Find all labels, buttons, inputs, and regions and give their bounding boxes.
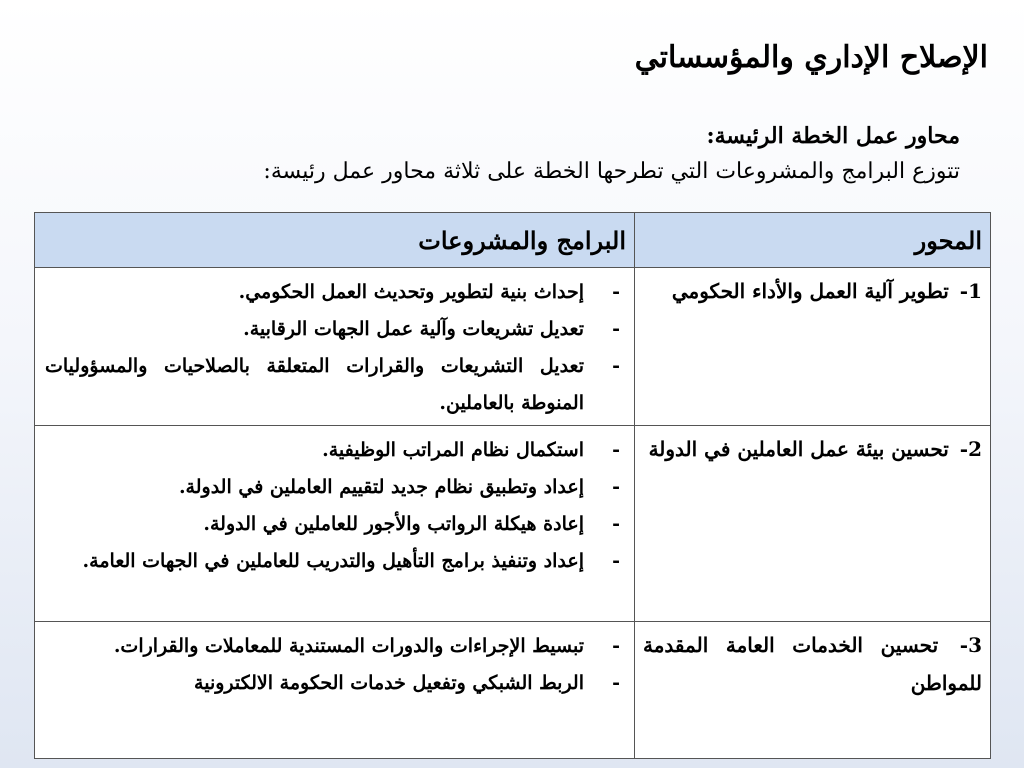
bullet-dash: - — [612, 672, 620, 694]
list-item — [45, 543, 624, 580]
bullet-dash: - — [612, 513, 620, 535]
list-item — [45, 348, 624, 422]
list-item — [45, 469, 624, 506]
programs-list — [45, 432, 624, 580]
axes-table — [34, 212, 991, 759]
axis-title: تطوير آلية العمل والأداء الحكومي — [671, 279, 949, 303]
intro-block — [40, 118, 960, 190]
program-text: تعديل تشريعات وآلية عمل الجهات الرقابية. — [243, 318, 584, 340]
list-item — [45, 432, 624, 469]
table-row — [35, 426, 991, 622]
programs-cell — [35, 426, 635, 622]
axis-cell — [635, 268, 991, 426]
bullet-dash: - — [612, 281, 620, 303]
axis-cell — [635, 622, 991, 759]
list-item — [45, 665, 624, 702]
list-item — [45, 628, 624, 665]
program-text: إعداد وتطبيق نظام جديد لتقييم العاملين في الدولة. — [178, 476, 584, 498]
slide-title: الإصلاح الإداري والمؤسساتي — [634, 40, 988, 75]
header-programs: البرامج والمشروعات — [35, 213, 635, 268]
table-header-row — [35, 213, 991, 268]
axis-title: تحسين بيئة عمل العاملين في الدولة — [648, 437, 949, 461]
programs-cell — [35, 622, 635, 759]
bullet-dash: - — [612, 439, 620, 461]
table-row — [35, 622, 991, 759]
intro-text: تتوزع البرامج والمشروعات التي تطرحها الخطة على ثلاثة محاور عمل رئيسة: — [263, 159, 960, 184]
program-text: الربط الشبكي وتفعيل خدمات الحكومة الالكترونية — [194, 672, 584, 694]
axis-number: 2- — [959, 437, 982, 461]
axis-title: تحسين الخدمات العامة المقدمة للمواطن — [643, 633, 982, 695]
bullet-dash: - — [612, 635, 620, 657]
programs-list — [45, 628, 624, 702]
header-axis: المحور — [635, 213, 991, 268]
axis-number: 3- — [959, 633, 982, 657]
list-item — [45, 274, 624, 311]
programs-list — [45, 274, 624, 422]
bullet-dash: - — [612, 355, 620, 377]
table-row — [35, 268, 991, 426]
program-text: إعادة هيكلة الرواتب والأجور للعاملين في الدولة. — [203, 513, 584, 535]
programs-cell — [35, 268, 635, 426]
program-text: إحداث بنية لتطوير وتحديث العمل الحكومي. — [238, 281, 584, 303]
axis-number: 1- — [959, 279, 982, 303]
axis-cell — [635, 426, 991, 622]
program-text: إعداد وتنفيذ برامج التأهيل والتدريب للعاملين في الجهات العامة. — [82, 550, 584, 572]
bullet-dash: - — [612, 550, 620, 572]
bullet-dash: - — [612, 318, 620, 340]
intro-heading: محاور عمل الخطة الرئيسة: — [706, 123, 960, 149]
list-item — [45, 506, 624, 543]
program-text: تبسيط الإجراءات والدورات المستندية للمعاملات والقرارات. — [113, 635, 584, 657]
program-text: تعديل التشريعات والقرارات المتعلقة بالصلاحيات والمسؤوليات المنوطة بالعاملين. — [45, 355, 584, 414]
program-text: استكمال نظام المراتب الوظيفية. — [322, 439, 584, 461]
list-item — [45, 311, 624, 348]
bullet-dash: - — [612, 476, 620, 498]
